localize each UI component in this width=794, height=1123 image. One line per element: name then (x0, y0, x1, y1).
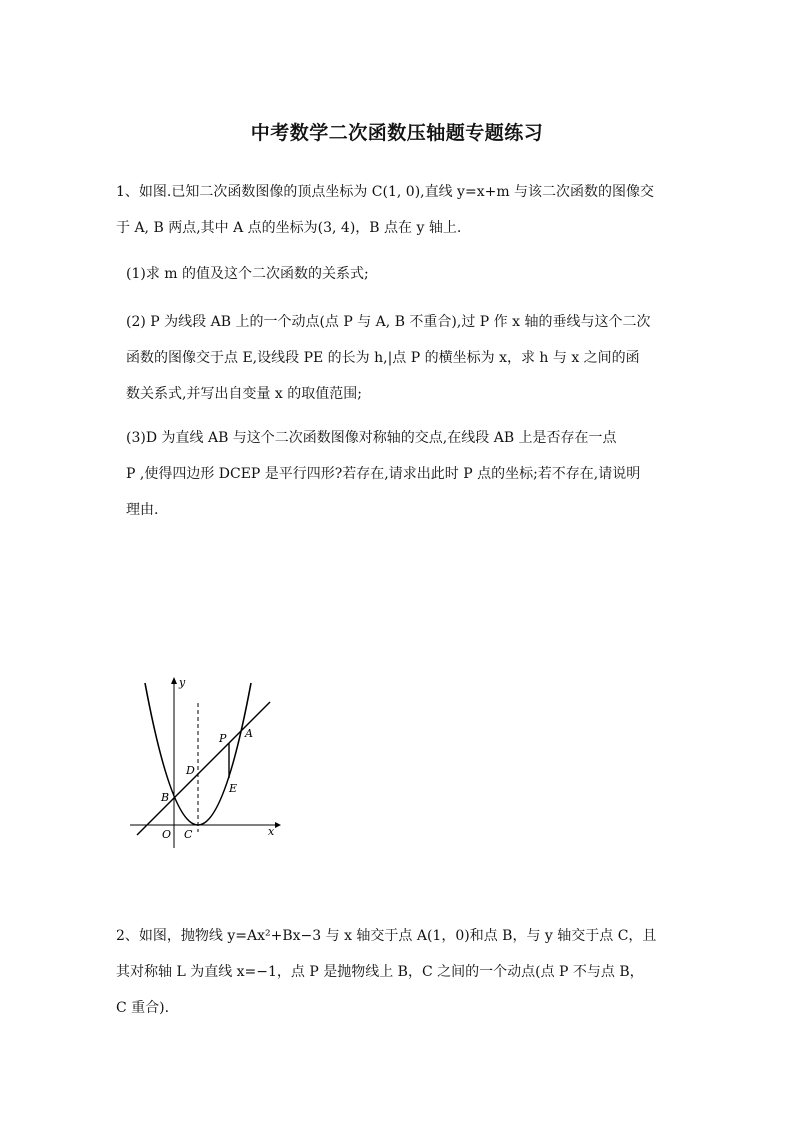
label-e: E (229, 782, 238, 795)
x-axis-arrow (275, 822, 281, 828)
question-1-part-3 (126, 420, 691, 528)
part-3-line-2: P ,使得四边形 DCEP 是平行四形?若存在,请求出此时 P 点的坐标;若不存在,请说明 (126, 466, 641, 482)
parabola-figure (125, 670, 285, 850)
label-a: A (245, 727, 253, 740)
question-2-line-3: C 重合). (116, 1000, 170, 1016)
question-2-line-1: 2、如图，抛物线 y=Ax²+Bx−3 与 x 轴交于点 A(1，0)和点 B，与 y 轴交于点 C，且 (116, 928, 657, 944)
question-2-line-2: 其对称轴 L 为直线 x=−1，点 P 是抛物线上 B，C 之间的一个动点(点 P 不与点 B， (116, 964, 644, 980)
part-3-line-1: (3)D 为直线 AB 与这个二次函数图像对称轴的交点,在线段 AB 上是否存在一点 (126, 430, 617, 446)
question-1-line-2: 于 A, B 两点,其中 A 点的坐标为(3, 4)，B 点在 y 轴上. (116, 220, 462, 236)
line-ab (137, 702, 270, 835)
part-3-line-3: 理由. (126, 502, 159, 518)
y-axis-arrow (171, 677, 177, 684)
part-2-line-3: 数关系式,并写出自变量 x 的取值范围; (126, 386, 362, 402)
part-1-text: (1)求 m 的值及这个二次函数的关系式; (126, 266, 369, 282)
part-2-line-1: (2) P 为线段 AB 上的一个动点(点 P 与 A, B 不重合),过 P 作 x 轴的垂线与这个二次 (126, 314, 651, 330)
label-o: O (162, 828, 172, 841)
label-d: D (186, 764, 195, 777)
question-1-stem (116, 174, 691, 246)
question-1-line-1: 1、如图.已知二次函数图像的顶点坐标为 C(1, 0),直线 y=x+m 与该二次函数的图像交 (116, 184, 655, 200)
label-c: C (184, 828, 193, 841)
question-1-part-1 (126, 256, 691, 292)
label-x: x (268, 825, 275, 838)
question-2-stem (116, 918, 691, 1026)
part-2-line-2: 函数的图像交于点 E,设线段 PE 的长为 h,|点 P 的横坐标为 x，求 h 与 x 之间的函 (126, 350, 640, 366)
document-title: 中考数学二次函数压轴题专题练习 (250, 122, 544, 144)
question-1-part-2 (126, 304, 691, 412)
label-y: y (179, 676, 186, 689)
label-b: B (161, 791, 170, 804)
label-p: P (219, 732, 227, 745)
